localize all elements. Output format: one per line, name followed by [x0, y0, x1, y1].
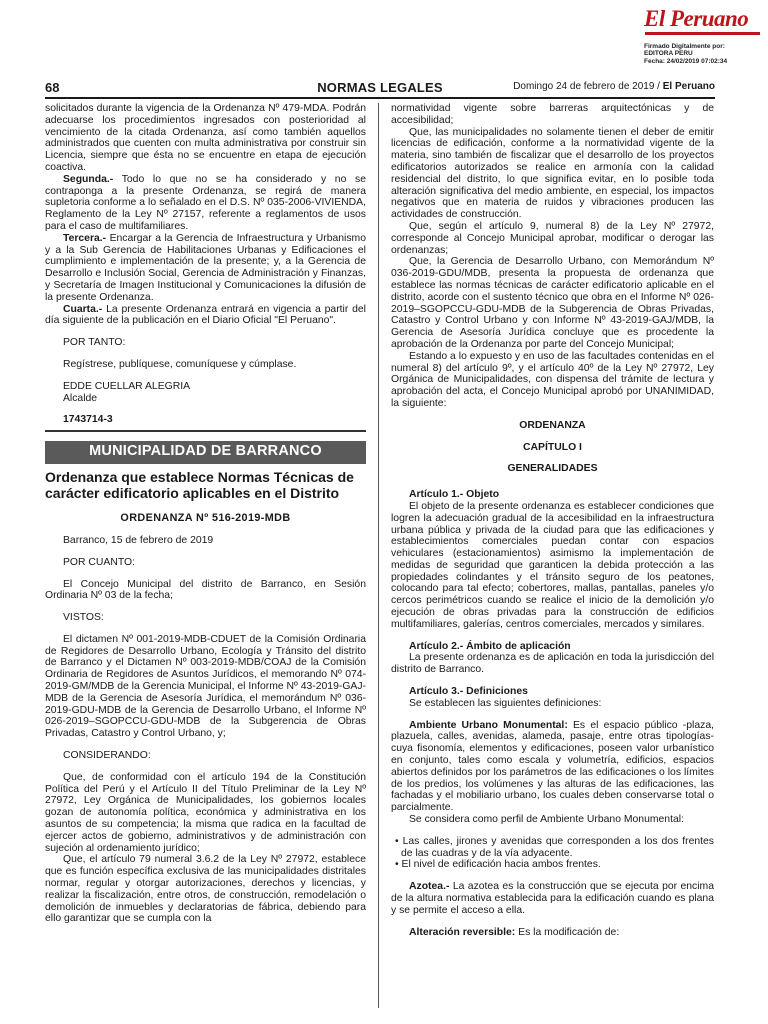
- spacer: [45, 602, 366, 612]
- section-title: NORMAS LEGALES: [317, 80, 443, 95]
- column-divider: [378, 103, 379, 1008]
- spacer: [45, 349, 366, 359]
- spacer: [45, 547, 366, 557]
- definition-term: Alteración reversible:: [409, 926, 516, 938]
- left-column: [45, 103, 366, 925]
- definition: [391, 881, 714, 916]
- definition-term: Azotea.-: [409, 881, 450, 893]
- spacer: [45, 569, 366, 579]
- vistos: VISTOS:: [63, 612, 104, 624]
- section-rule: [45, 430, 366, 432]
- page-number: 68: [45, 80, 60, 95]
- spacer: [391, 432, 714, 442]
- spacer: [391, 826, 714, 836]
- paragraph: [45, 174, 366, 233]
- por-cuanto: POR CUANTO:: [63, 556, 135, 568]
- paragraph: El Concejo Municipal del distrito de Barranco, en Sesión Ordinaria Nº 03 de la fecha;: [45, 578, 366, 602]
- article-title: Artículo 1.- Objeto: [409, 489, 500, 501]
- heading-generalidades: GENERALIDADES: [507, 463, 598, 475]
- definition-text: Es el espacio público -plaza, plazuela, calles, avenidas, alameda, pasaje, entre otras tipologías- cuya fisonomía, elementos y edificaciones, poseen valor urbanístico en conjunto, tales como escala y volumetría, edificios, espacios abiertos definidos por los parámetros de las edificaciones o los límites de los predios, los volúmenes y las alturas de las edificaciones, las fachadas y el mobiliario urbano, los cuales deben conservarse total o parcialmente.: [391, 719, 714, 814]
- stamp-line: Firmado Digitalmente por:: [644, 43, 725, 50]
- brand-text: El Peruano: [662, 81, 715, 92]
- norm-title: Ordenanza que establece Normas Técnicas de carácter edificatorio aplicables en el Distrito: [45, 468, 354, 501]
- place-date: Barranco, 15 de febrero de 2019: [63, 534, 214, 546]
- clause-label: Tercera.-: [63, 232, 107, 244]
- spacer: [45, 404, 366, 414]
- date-text: Domingo 24 de febrero de 2019 /: [513, 81, 660, 92]
- paragraph: Estando a lo expuesto y en uso de las facultades contenidas en el numeral 8) del artículo 9º, y el artículo 40º de la Ley Nº 27972, Ley Orgánica de Municipalidades, con dispensa del trámite de lectura y aprobación del acta, el Concejo Municipal aprobó por UNANIMIDAD, la siguiente:: [391, 350, 714, 409]
- paragraph: Que, según el artículo 9, numeral 8) de la Ley Nº 27972, corresponde al Concejo Municipal aprobar, modificar o derogar las ordenanzas;: [391, 220, 714, 256]
- spacer: [45, 624, 366, 634]
- list-item: • El nivel de edificación hacia ambos frentes.: [395, 859, 601, 871]
- paragraph: [45, 233, 366, 304]
- registrese: Regístrese, publíquese, comuníquese y cúmplase.: [63, 358, 297, 370]
- heading-ordenanza: ORDENANZA: [519, 419, 586, 431]
- heading-capitulo: CAPÍTULO I: [523, 441, 582, 453]
- spacer: [391, 917, 714, 927]
- spacer: [45, 327, 366, 337]
- paragraph: Que, la Gerencia de Desarrollo Urbano, con Memorándum Nº 036-2019-GDU/MDB, presenta la propuesta de ordenanza que establece las normas técnicas de carácter edificatorio aplicable en el distrito, acorde con el sustento técnico que obra en el Informe Nº 026-2019–SGOPCCU-GDU-MDB de la Subgerencia de Obras Privadas, Catastro y Control Urbano y con Informe Nº 43-2019-GAJ/MDB, la Gerencia de Asesoría Jurídica concluye que es procedente la aprobación de la Ordenanza por parte del Concejo Municipal;: [391, 256, 714, 350]
- considerando: CONSIDERANDO:: [63, 750, 151, 762]
- spacer: [391, 871, 714, 881]
- header-date: [513, 81, 715, 92]
- paragraph: Que, de conformidad con el artículo 194 de la Constitución Política del Perú y el Artículo II del Título Preliminar de la Ley Nº 27972, Ley Orgánica de Municipalidades, los gobiernos locales gozan de autonomía política, económica y administrativa en los asuntos de su competencia; la misma que radica en la facultad de ejercer actos de gobierno, administrativos y de administración con sujeción al ordenamiento jurídico;: [45, 771, 366, 854]
- page-header: [45, 80, 715, 96]
- paragraph: solicitados durante la vigencia de la Ordenanza Nº 479-MDA. Podrán adecuarse los procedimientos ingresados con posterioridad al vencimiento de la citada Ordenanza, así como también aquellos administrados que cuenten con multa administrativa por construir sin Licencia, siempre que ésta no se encuentre en etapa de ejecución coactiva.: [45, 103, 366, 173]
- spacer: [391, 710, 714, 720]
- ordinance-number: ORDENANZA Nº 516-2019-MDB: [120, 512, 291, 525]
- spacer: [391, 676, 714, 686]
- stamp-line: EDITORA PERU: [644, 50, 693, 58]
- definition-text: La azotea es la construcción que se ejecuta por encima de la altura normativa establecida para la edificación cuando es plana y se permite el acceso a ella.: [391, 881, 714, 916]
- paragraph: Se considera como perfil de Ambiente Urbano Monumental:: [409, 814, 684, 826]
- spacer: [45, 525, 366, 535]
- paragraph: Que, las municipalidades no solamente tienen el deber de emitir licencias de edificación, conforme a la normatividad vigente de la materia, sino también de fiscalizar que el desarrollo de los proyectos edificatorios autorizados se realice en armonía con la calidad residencial del distrito, lo que significa evitar, en lo posible toda alteración significativa del medio ambiente, en especial, los impactos negativos que en materia de ruidos y vibraciones producen las actividades de construcción.: [391, 126, 714, 221]
- spacer: [391, 410, 714, 420]
- spacer: [45, 740, 366, 750]
- digital-signature-stamp: [644, 43, 764, 65]
- paragraph: normatividad vigente sobre barreras arquitectónicas y de accesibilidad;: [391, 103, 714, 126]
- paragraph: El objeto de la presente ordenanza es establecer condiciones que logren la adecuación gradual de la accesibilidad en la infraestructura urbana pública y privada de la ciudad para que las edificaciones y establecimientos comerciales puedan contar con espacios vehiculares (estacionamientos) asimismo la implementación de medidas de seguridad que garanticen la debida protección a las propiedades colindantes y el tránsito seguro de los peatones, colocando para tal efecto; cobertores, mallas, pantallas, paneles y/o cercos perimétricos cuando se realice el inicio de la demolición y/o ejecución de obras privadas para la construcción de edificios multifamiliares, galerías, centros comerciales, mercados y similares.: [391, 500, 714, 630]
- spacer: [45, 762, 366, 772]
- signer-title: Alcalde: [63, 392, 98, 404]
- stamp-line: Fecha: 24/02/2019 07:02:34: [644, 57, 728, 65]
- article-title: Artículo 2.- Ámbito de aplicación: [409, 640, 571, 652]
- list-item: • Las calles, jirones y avenidas que corresponden a los dos frentes de las cuadras y de la vía adyacente.: [395, 835, 714, 859]
- definition-text: Es la modificación de:: [515, 926, 620, 938]
- masthead: [644, 6, 764, 65]
- publication-code: 1743714-3: [63, 414, 113, 426]
- spacer: [391, 631, 714, 641]
- logo-underline: [645, 32, 760, 35]
- clause-text: Encargar a la Gerencia de Infraestructura y Urbanismo y a la Sub Gerencia de Habilitaciones Urbanas y Edificaciones el cumplimiento e implementación de la presente; y, a la Gerencia de Desarrollo e Inclusión Social, Gerencia de Administración y Finanzas, y Secretaría de Imagen Institucional y Comunicaciones la difusión de la presente Ordenanza.: [45, 232, 366, 303]
- paragraph: [45, 304, 366, 328]
- paragraph: La presente ordenanza es de aplicación en toda la jurisdicción del distrito de Barranco.: [391, 652, 714, 676]
- article-title: Artículo 3.- Definiciones: [409, 686, 528, 698]
- spacer: [391, 453, 714, 463]
- clause-label: Segunda.-: [63, 173, 114, 185]
- paragraph: El dictamen Nº 001-2019-MDB-CDUET de la Comisión Ordinaria de Regidores de Desarrollo Urbano, Ecología y Tránsito del distrito de Barranco y el Dictamen Nº 003-2019-MDB/COAJ de la Comisión Ordinaria de Regidores de Asuntos Jurídicos, el memorando Nº 074-2019-GM/MDB de la Gerencia Municipal, el Informe Nº 43-2019-GAJ-MDB de la Gerencia de Asesoría Jurídica, el memorándum Nº 036-2019-GDU-MDB de la Gerencia de Desarrollo Urbano, el Informe Nº 026-2019–SGOPCCU-GDU-MDB de la Subgerencia de Obras Privadas, Catastro y Control Urbano, y;: [45, 633, 366, 740]
- clause-label: Cuarta.-: [63, 303, 103, 315]
- paragraph: Que, el artículo 79 numeral 3.6.2 de la Ley Nº 27972, establece que es función específica exclusiva de las municipalidades distritales normar, regular y otorgar autorizaciones, derechos y licencias, y realizar la fiscalización, entre otros, de construcción, remodelación o demolición de inmuebles y declaratorias de fábrica, debiendo para ello garantizar que se cumpla con la: [45, 854, 366, 925]
- spacer: [45, 371, 366, 381]
- right-column: [391, 103, 714, 938]
- el-peruano-logo: El Peruano: [644, 6, 749, 31]
- paragraph: Se establecen las siguientes definiciones:: [409, 697, 602, 709]
- spacer: [391, 475, 714, 489]
- definition: [391, 927, 714, 939]
- municipality-banner: MUNICIPALIDAD DE BARRANCO: [45, 441, 366, 464]
- signer-name: EDDE CUELLAR ALEGRIA: [63, 380, 191, 392]
- clause-text: La presente Ordenanza entrará en vigencia a partir del día siguiente de la publicación en el Diario Oficial "El Peruano".: [45, 303, 366, 327]
- definition-term: Ambiente Urbano Monumental:: [409, 719, 568, 731]
- por-tanto: POR TANTO:: [63, 337, 126, 349]
- clause-text: Todo lo que no se ha considerado y no se contraponga a la presente Ordenanza, se regirá de manera supletoria conforme a lo señalado en el D.S. Nº 035-2006-VIVIENDA, Reglamento de la Ley Nº 27157, referente a reglamentos de usos para el caso de multifamiliares.: [45, 173, 366, 232]
- definition: [391, 720, 714, 814]
- header-rule: [45, 97, 715, 99]
